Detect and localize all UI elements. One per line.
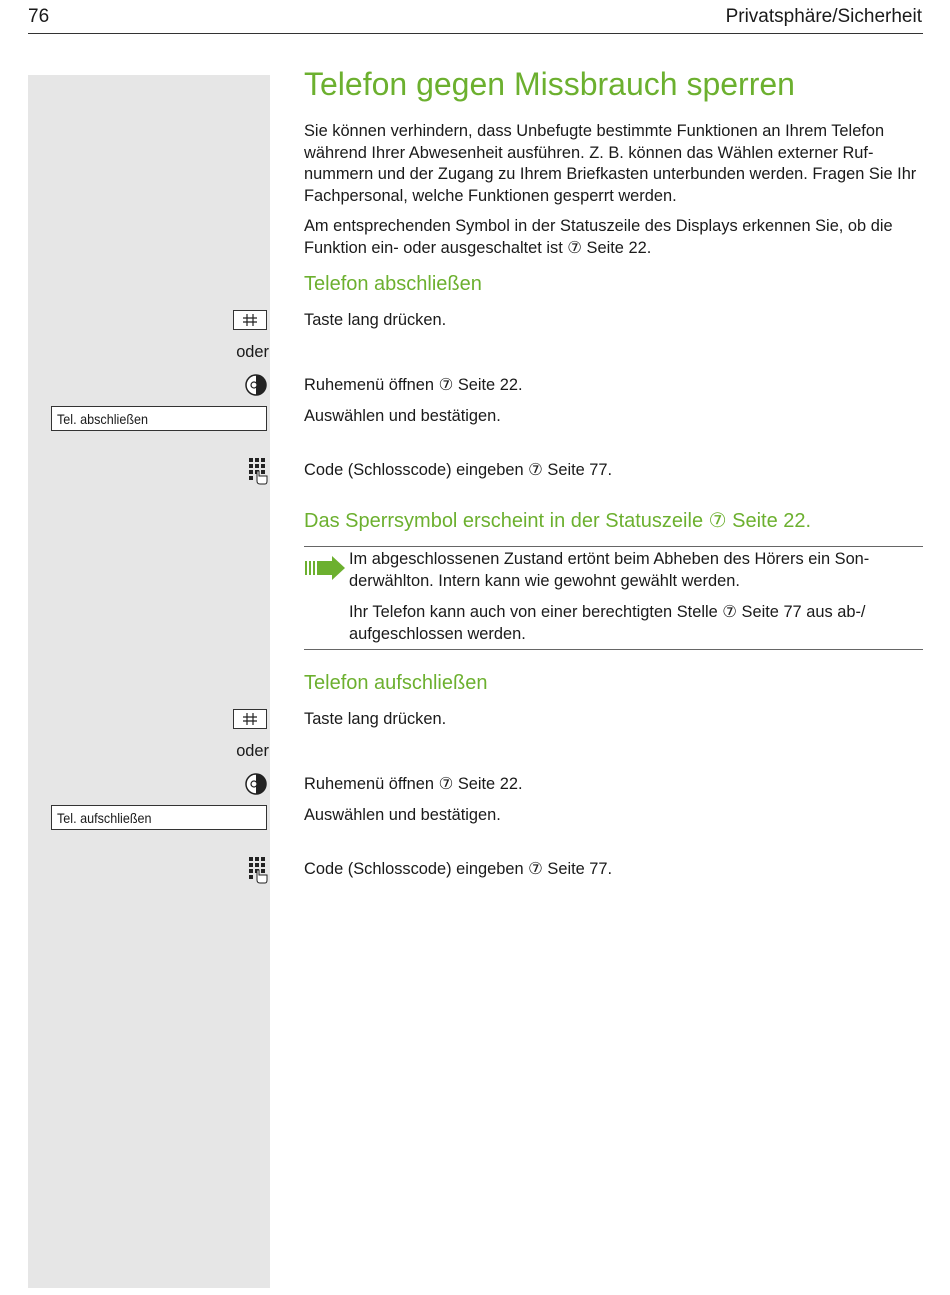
unlock-or-label: oder <box>236 742 269 760</box>
header-divider <box>28 33 923 34</box>
intro-paragraph-2: Am entsprechenden Symbol in der Statuszeile des Displays erkennen Sie, ob die Funktion ein- oder ausgeschaltet ist ⑦ Seite 22. <box>304 217 893 257</box>
hash-key-icon <box>233 709 267 729</box>
hash-key-icon <box>233 310 267 330</box>
sidebar-column <box>28 75 270 1288</box>
navigator-icon <box>245 773 267 795</box>
note-bottom-divider <box>304 649 923 650</box>
page-number: 76 <box>28 6 50 27</box>
unlock-step-code: Code (Schlosscode) eingeben ⑦ Seite 77. <box>304 860 613 878</box>
note-line-2: Ihr Telefon kann auch von einer berechtigten Stelle ⑦ Seite 77 aus ab-/ aufgeschlossen werden. <box>349 603 866 643</box>
section-title: Privatsphäre/Sicherheit <box>725 6 922 27</box>
lock-result: Das Sperrsymbol erscheint in der Statuszeile ⑦ Seite 22. <box>304 510 812 532</box>
lock-step-menu: Ruhemenü öffnen ⑦ Seite 22. <box>304 376 523 394</box>
lock-or-label: oder <box>236 343 269 361</box>
menu-item-unlock-label: Tel. aufschließen <box>57 810 152 826</box>
keypad-icon <box>248 856 268 884</box>
note-top-divider <box>304 546 923 547</box>
page-title: Telefon gegen Missbrauch sperren <box>304 66 795 102</box>
lock-step-select: Auswählen und bestätigen. <box>304 407 501 425</box>
keypad-icon <box>248 457 268 485</box>
unlock-step-key: Taste lang drücken. <box>304 710 447 728</box>
intro-paragraph-1: Sie können verhindern, dass Unbefugte bestimmte Funktionen an Ihrem Telefon während Ihrer Abwesenheit ausführen. Z. B. können das Wählen externer Ruf-nummern und der Zugang zu Ihrem Briefkasten unterbunden werden. Fragen Sie Ihr Fachpersonal, welche Funktionen gesperrt werden. <box>304 122 917 205</box>
unlock-step-menu: Ruhemenü öffnen ⑦ Seite 22. <box>304 775 523 793</box>
lock-heading: Telefon abschließen <box>304 273 482 295</box>
menu-item-lock-label: Tel. abschließen <box>57 411 149 427</box>
navigator-icon <box>245 374 267 396</box>
menu-item-lock[interactable] <box>51 406 267 431</box>
note-line-1: Im abgeschlossenen Zustand ertönt beim Abheben des Hörers ein Son-derwählton. Intern kann wie gewohnt gewählt werden. <box>349 550 870 590</box>
unlock-heading: Telefon aufschließen <box>304 672 488 694</box>
note-arrow-icon <box>304 555 346 581</box>
lock-step-code: Code (Schlosscode) eingeben ⑦ Seite 77. <box>304 461 613 479</box>
unlock-step-select: Auswählen und bestätigen. <box>304 806 501 824</box>
menu-item-unlock[interactable] <box>51 805 267 830</box>
lock-step-key: Taste lang drücken. <box>304 311 447 329</box>
